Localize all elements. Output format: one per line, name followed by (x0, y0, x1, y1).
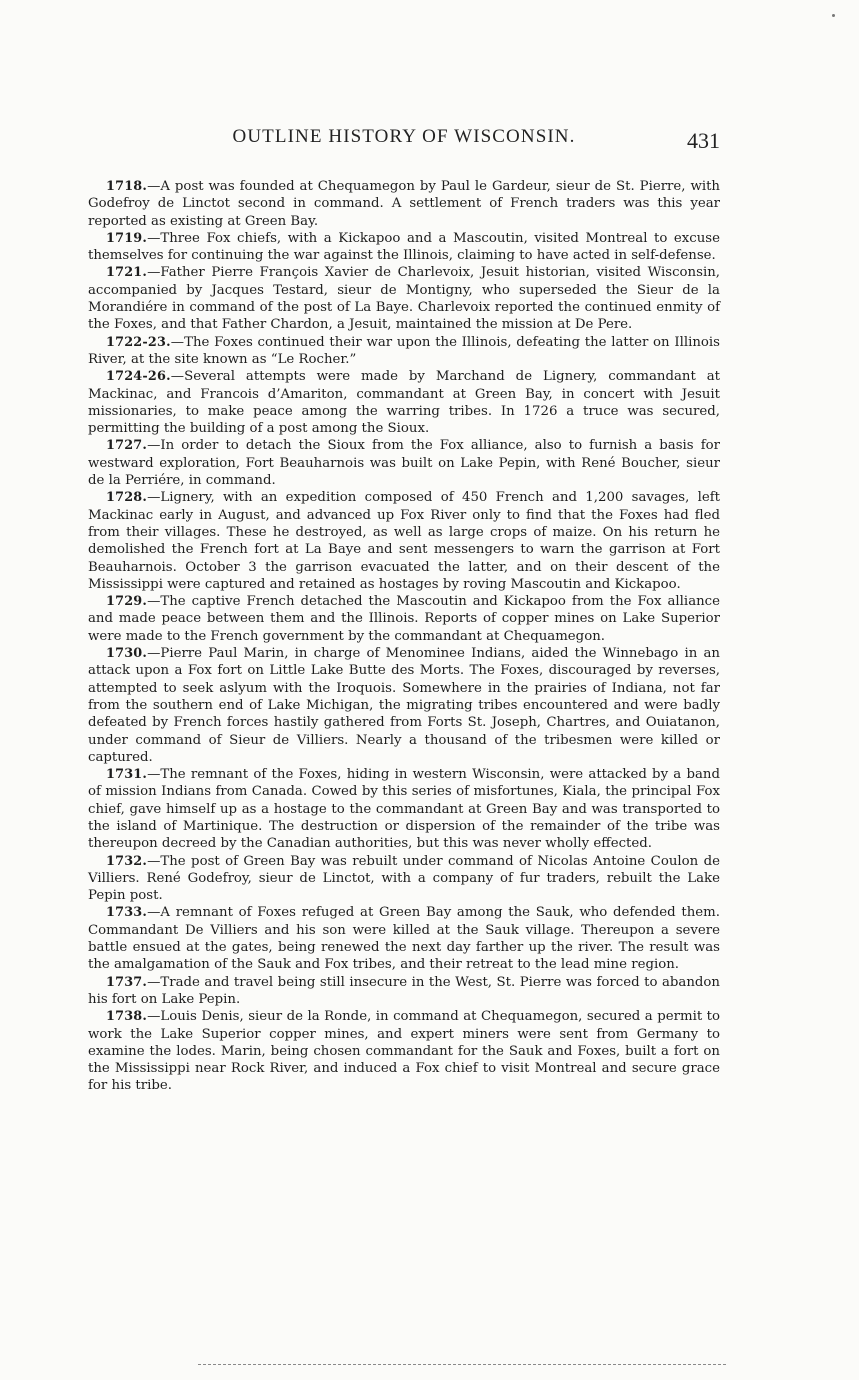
entry-1737 (88, 974, 720, 1009)
entry-year: 1731. (106, 767, 148, 783)
entry-1724-26 (88, 368, 720, 437)
entry-text: —In order to detach the Sioux from the Fox alliance, also to furnish a basis for westward exploration, Fort Beauharnois was built on Lake Pepin, with René Boucher, sieur de la Perriére, in command. (88, 438, 720, 489)
entry-text: —A remnant of Foxes refuged at Green Bay among the Sauk, who defended them. Commandant De Villiers and his son were killed at the Sauk village. Thereupon a severe battle ensued at the gates, being renewed the next day farther up the river. The result was the amalgamation of the Sauk and Fox tribes, and their retreat to the lead mine region. (88, 905, 720, 973)
entry-year: 1718. (106, 179, 148, 194)
entry-year: 1729. (106, 594, 148, 610)
entry-text: —The Foxes continued their war upon the Illinois, defeating the latter on Illinois River, at the site known as “Le Rocher.” (88, 334, 720, 367)
entry-year: 1732. (106, 853, 148, 869)
entry-1738 (88, 1008, 720, 1094)
scan-speck (832, 14, 835, 17)
entry-1730 (88, 645, 720, 766)
entry-year: 1721. (106, 265, 148, 281)
entry-text: —Louis Denis, sieur de la Ronde, in command at Chequamegon, secured a permit to work the Lake Superior copper mines, and expert miners were sent from Germany to examine the lodes. Marin, being chosen commandant for the Sauk and Foxes, built a fort on the Mississippi near Rock River, and induced a Fox chief to visit Montreal and secure grace for his tribe. (88, 1009, 720, 1094)
entry-1731 (88, 766, 720, 852)
entry-year: 1722-23. (106, 334, 171, 350)
entry-text: —Three Fox chiefs, with a Kickapoo and a Mascoutin, visited Montreal to excuse themselves for continuing the war against the Illinois, claiming to have acted in self-defense. (88, 230, 720, 264)
entry-1721 (88, 264, 720, 333)
entry-text: —The captive French detached the Mascoutin and Kickapoo from the Fox alliance and made peace between them and the Illinois. Reports of copper mines on Lake Superior were made to the French government by the commandant at Chequamegon. (88, 594, 720, 644)
entry-1729 (88, 593, 720, 645)
entry-text: —The post of Green Bay was rebuilt under command of Nicolas Antoine Coulon de Villiers. René Godefroy, sieur de Linctot, with a company of fur traders, rebuilt the Lake Pepin post. (88, 853, 720, 904)
page-number: 431 (687, 128, 720, 153)
entry-1732 (88, 853, 720, 905)
entry-text: —The remnant of the Foxes, hiding in western Wisconsin, were attacked by a band of mission Indians from Canada. Cowed by this series of misfortunes, Kiala, the principal Fox chief, gave himself up as a hostage to the commandant at Green Bay and was transported to the island of Martinique. The destruction or dispersion of the remainder of the tribe was thereupon decreed by the Canadian authorities, but this was never wholly effected. (88, 767, 720, 852)
entry-year: 1738. (106, 1009, 148, 1025)
footer-scan-rule (198, 1364, 726, 1365)
entry-1722-23 (88, 334, 720, 369)
entry-1727 (88, 437, 720, 489)
entry-text: —Father Pierre François Xavier de Charlevoix, Jesuit historian, visited Wisconsin, accompanied by Jacques Testard, sieur de Montigny, who superseded the Sieur de la Morandiére in command of the post of La Baye. Charlevoix reported the continued enmity of the Foxes, and that Father Chardon, a Jesuit, maintained the mission at De Pere. (88, 265, 720, 333)
entry-text: —A post was founded at Chequamegon by Paul le Gardeur, sieur de St. Pierre, with Godefroy de Linctot second in command. A settlement of French traders was this year reported as existing at Green Bay. (88, 179, 720, 229)
entry-1719 (88, 230, 720, 265)
entry-1728 (88, 489, 720, 593)
entry-year: 1719. (106, 230, 148, 246)
chronology-text (88, 178, 720, 1095)
entry-text: —Several attempts were made by Marchand de Lignery, commandant at Mackinac, and Francois d’Amariton, commandant at Green Bay, in concert with Jesuit missionaries, to make peace among the warring tribes. In 1726 a truce was secured, permitting the building of a post among the Sioux. (88, 369, 720, 437)
entry-1733 (88, 904, 720, 973)
entry-year: 1730. (106, 646, 148, 662)
entry-year: 1733. (106, 905, 148, 921)
entry-year: 1724-26. (106, 369, 171, 385)
entry-text: —Trade and travel being still insecure in the West, St. Pierre was forced to abandon his fort on Lake Pepin. (88, 974, 720, 1007)
running-title: OUTLINE HISTORY OF WISCONSIN. (232, 126, 576, 147)
entry-1718 (88, 178, 720, 230)
entry-year: 1737. (106, 974, 148, 990)
entry-text: —Lignery, with an expedition composed of 450 French and 1,200 savages, left Mackinac early in August, and advanced up Fox River only to find that the Foxes had fled from their villages. These he destroyed, as well as large crops of maize. On his return he demolished the French fort at La Baye and sent messengers to warn the garrison at Fort Beauharnois. October 3 the garrison evacuated the latter, and on their descent of the Mississippi were captured and retained as hostages by roving Mascoutin and Kickapoo. (88, 490, 720, 592)
page-header (88, 126, 720, 156)
entry-text: —Pierre Paul Marin, in charge of Menominee Indians, aided the Winnebago in an attack upon a Fox fort on Little Lake Butte des Morts. The Foxes, discouraged by reverses, attempted to seek aslyum with the Iroquois. Somewhere in the prairies of Indiana, not far from the southern end of Lake Michigan, the migrating tribes encountered and were badly defeated by French forces hastily gathered from Forts St. Joseph, Chartres, and Ouiatanon, under command of Sieur de Villiers. Nearly a thousand of the tribesmen were killed or captured. (88, 646, 720, 765)
entry-year: 1728. (106, 490, 148, 506)
entry-year: 1727. (106, 438, 148, 454)
